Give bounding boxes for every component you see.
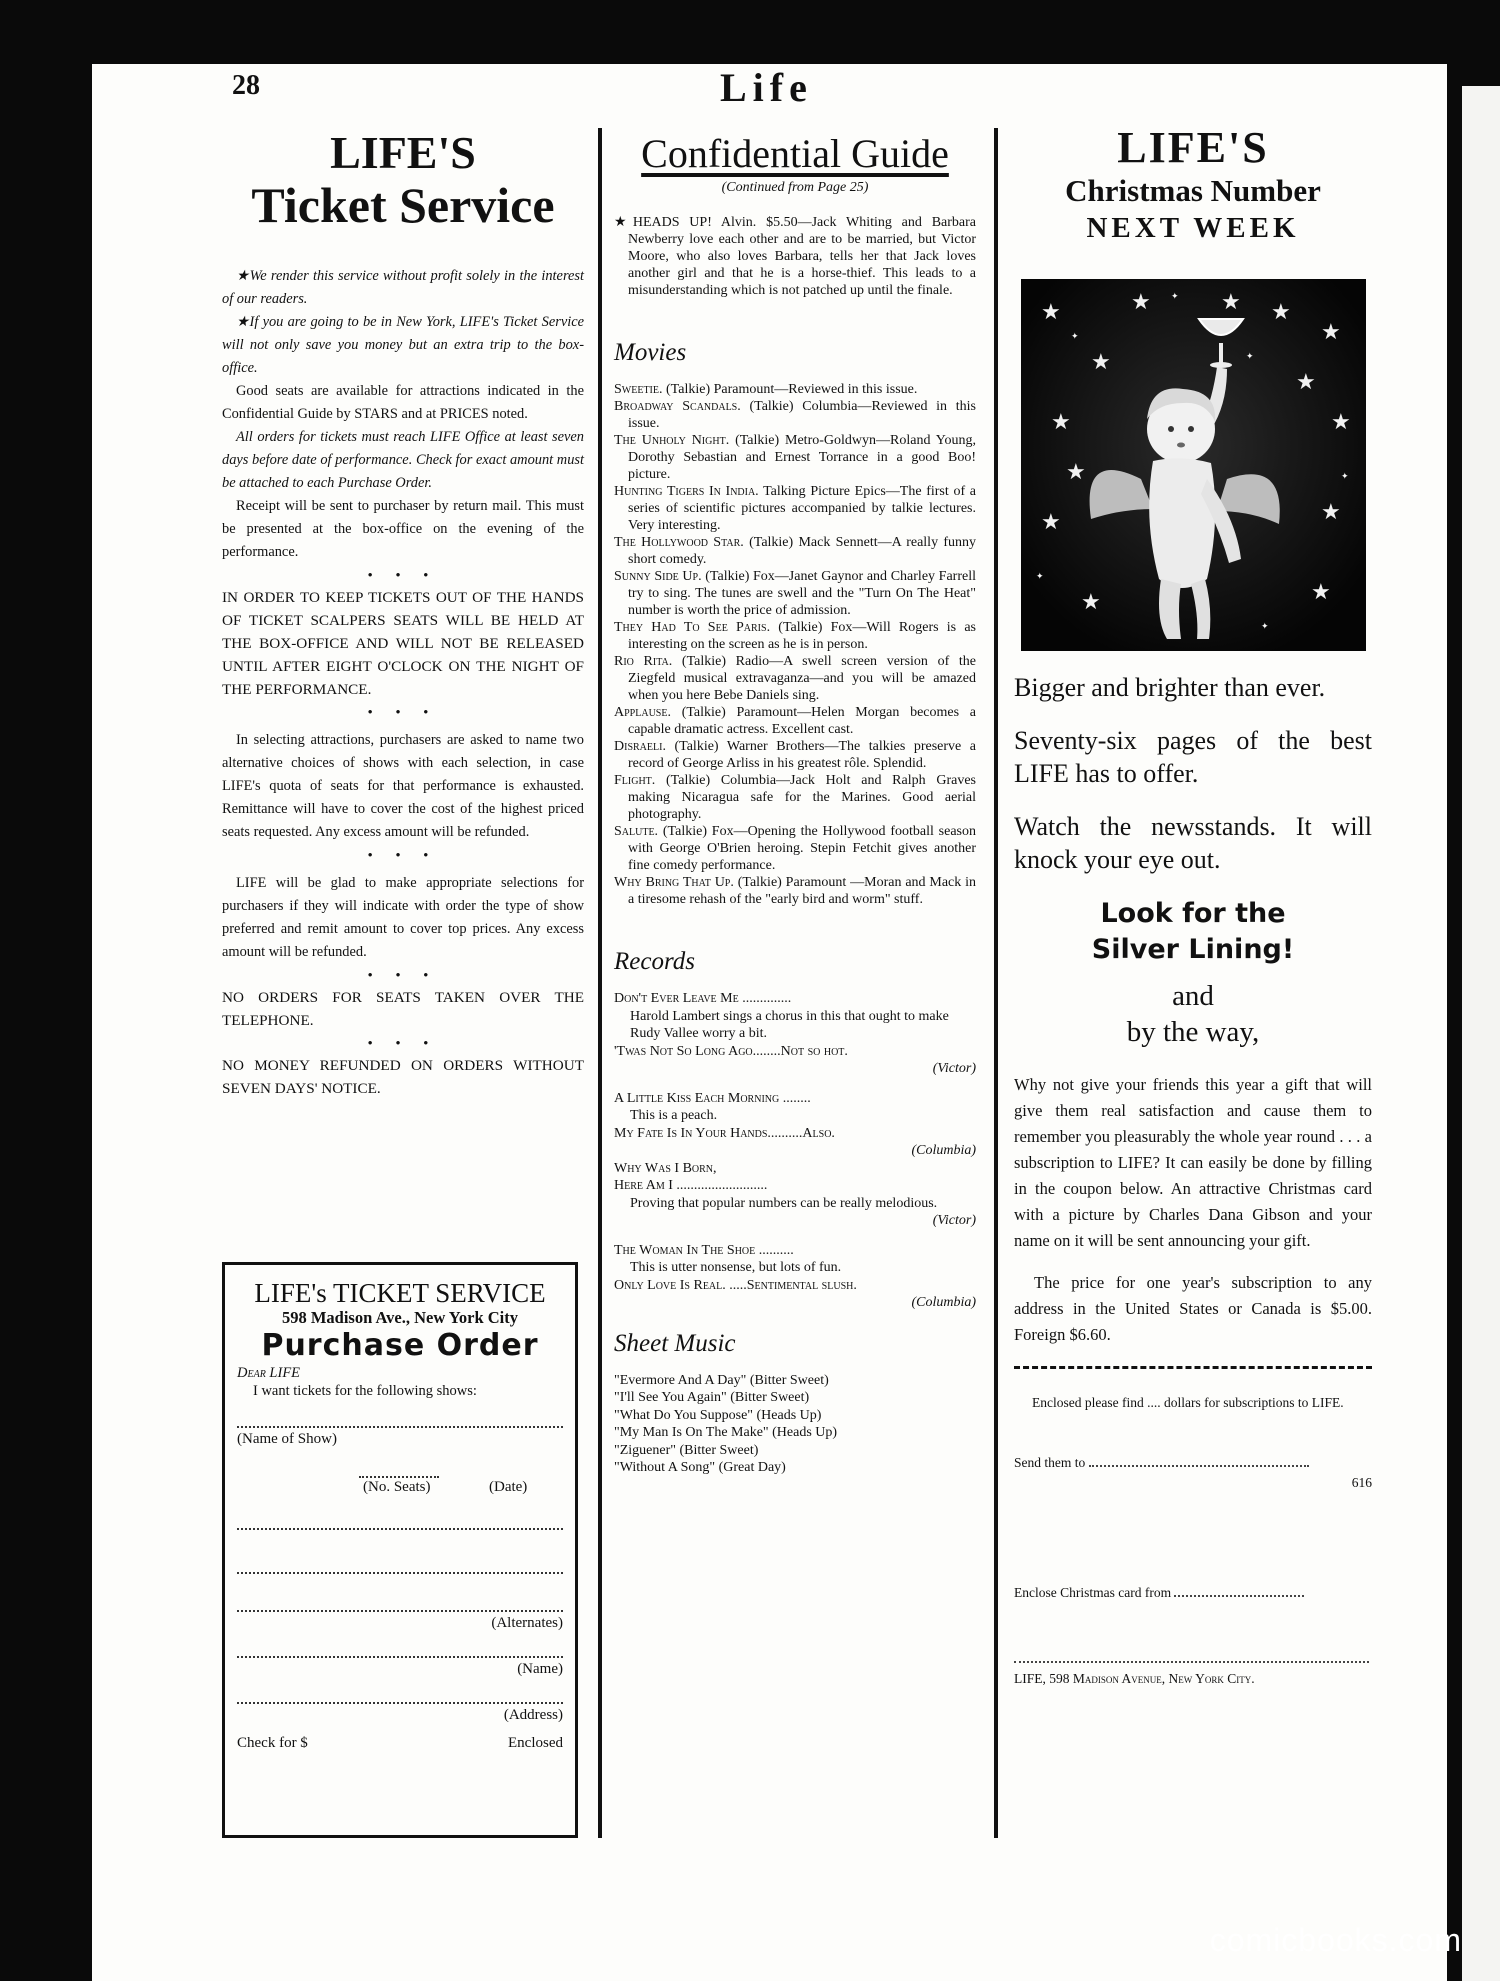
christmas-para-3: Watch the newsstands. It will knock your eye out. xyxy=(1014,812,1372,875)
confidential-guide-column xyxy=(614,128,976,1477)
name-field[interactable] xyxy=(237,1634,563,1658)
sheet-music-entry: "I'll See You Again" (Bitter Sweet) xyxy=(614,1390,810,1405)
movie-entry xyxy=(614,568,976,619)
record-label: (Columbia) xyxy=(911,1143,976,1158)
separator: • • • xyxy=(367,967,439,983)
address-field[interactable] xyxy=(237,1680,563,1704)
record-title: A Little Kiss Each Morning ........ xyxy=(614,1090,811,1106)
svg-text:★: ★ xyxy=(1040,300,1061,326)
continued-note: (Continued from Page 25) xyxy=(721,180,869,195)
record-label: (Columbia) xyxy=(911,1295,976,1310)
address-label: (Address) xyxy=(503,1707,563,1724)
coupon-send-to-row xyxy=(1014,1453,1372,1473)
movie-entry xyxy=(614,653,976,704)
coupon-enclosed: Enclosed please find .... dollars for subscriptions to LIFE. xyxy=(1032,1395,1344,1411)
watermark: comicbooks.com xyxy=(1209,1922,1462,1958)
masthead: Life xyxy=(720,65,813,110)
alternate-field-2[interactable] xyxy=(237,1530,563,1574)
movie-entry xyxy=(614,398,976,432)
record-label: (Victor) xyxy=(932,1213,976,1228)
movies-heading: Movies xyxy=(614,339,687,366)
svg-text:★: ★ xyxy=(1090,350,1111,376)
ticket-para-3: Good seats are available for attractions indicated in the Confidential Guide by STARS and at PRICES noted. xyxy=(222,383,584,423)
alternate-field-1[interactable] xyxy=(237,1494,563,1530)
record-title: Only Love Is Real. .....Sentimental slush. xyxy=(614,1277,857,1293)
record-entry xyxy=(614,1177,976,1230)
card-from-label: Enclose Christmas card from xyxy=(1014,1585,1172,1601)
purchase-order-form xyxy=(222,1262,578,1838)
sheet-music-entry: "Ziguener" (Bitter Sweet) xyxy=(614,1442,759,1458)
no-seats-field[interactable] xyxy=(359,1450,439,1478)
record-entry xyxy=(614,1090,976,1125)
ticket-para-10: NO MONEY REFUNDED ON ORDERS WITHOUT SEVEN DAYS' NOTICE. xyxy=(222,1057,584,1098)
movie-title: Sunny Side Up. xyxy=(614,569,702,584)
ticket-title-line1: LIFE'S xyxy=(330,127,476,178)
svg-text:★: ★ xyxy=(1310,580,1331,606)
svg-text:★: ★ xyxy=(1320,500,1341,526)
separator: • • • xyxy=(367,1035,439,1051)
movie-detail: (Talkie) Fox—Janet Gaynor and Charley Farrell try to sing. The tunes are swell and the "Turn On The Heat" number is worth the price of admission. xyxy=(628,569,976,618)
movie-entry xyxy=(614,704,976,738)
enclosed-label: Enclosed xyxy=(508,1735,563,1752)
send-them-to-label: Send them to xyxy=(1014,1455,1086,1471)
name-label: (Name) xyxy=(517,1661,563,1678)
record-title: 'Twas Not So Long Ago........Not so hot. xyxy=(614,1043,848,1059)
movie-detail: (Talkie) Paramount —Moran and Mack in a tiresome rehash of the "early bird and worm" stuff. xyxy=(628,875,976,907)
svg-text:★: ★ xyxy=(1330,410,1351,436)
heads-up-entry xyxy=(614,214,976,299)
separator: • • • xyxy=(367,704,439,720)
separator: • • • xyxy=(367,567,439,583)
coupon-cut-line xyxy=(1014,1366,1372,1369)
record-note: This is utter nonsense, but lots of fun. xyxy=(630,1260,842,1275)
records-heading: Records xyxy=(614,948,695,975)
movie-title: Applause. xyxy=(614,705,671,720)
record-entry xyxy=(614,1242,976,1277)
purchase-order-heading: Purchase Order xyxy=(261,1328,539,1364)
movies-list xyxy=(614,381,976,908)
column-rule-1 xyxy=(598,128,602,1838)
movie-title: Flight. xyxy=(614,773,656,788)
order-form-title: LIFE's TICKET SERVICE xyxy=(254,1278,546,1308)
order-intro: I want tickets for the following shows: xyxy=(253,1383,477,1400)
send-to-field[interactable] xyxy=(1089,1465,1309,1467)
show-name-field[interactable] xyxy=(237,1400,563,1428)
svg-text:✦: ✦ xyxy=(1035,572,1044,583)
svg-text:★: ★ xyxy=(1270,300,1291,326)
ticket-title-line2: Ticket Service xyxy=(251,176,555,233)
movie-detail: (Talkie) Warner Brothers—The talkies preserve a record of George Arliss in his greatest rôle. Splendid. xyxy=(628,739,976,771)
ticket-para-1: ★We render this service without profit solely in the interest of our readers. xyxy=(222,268,584,308)
christmas-title-line1: LIFE'S xyxy=(1117,123,1269,172)
svg-text:★: ★ xyxy=(1220,290,1241,316)
svg-text:✦: ✦ xyxy=(1170,292,1179,303)
movie-entry xyxy=(614,874,976,908)
christmas-title-line2: Christmas Number xyxy=(1065,173,1321,209)
movie-detail: (Talkie) Paramount—Reviewed in this issue. xyxy=(666,382,918,397)
order-form-address: 598 Madison Ave., New York City xyxy=(281,1308,519,1328)
ticket-para-4: All orders for tickets must reach LIFE Office at least seven days before date of performance. Check for exact amount must be attached to each Purchase Order. xyxy=(222,429,584,492)
movie-entry xyxy=(614,772,976,823)
movie-detail: (Talkie) Paramount—Helen Morgan becomes a capable dramatic actress. Excellent cast. xyxy=(628,705,977,737)
coupon-blank-row xyxy=(1014,1649,1372,1669)
page-number: 28 xyxy=(232,70,260,101)
movie-entry xyxy=(614,619,976,653)
svg-text:★: ★ xyxy=(1295,370,1316,396)
svg-text:★: ★ xyxy=(1080,590,1101,616)
alternates-label: (Alternates) xyxy=(491,1615,563,1632)
record-title: Don't Ever Leave Me .............. xyxy=(614,991,792,1006)
subscription-pitch: Why not give your friends this year a gift that will give them real satisfaction and cause them to remember you pleasurably the whole year round . . . a subscription to LIFE? It can easily be done by filling in the coupon below. An attractive Christmas card with a picture by Charles Dana Gibson and your name on it will be sent announcing your gift. xyxy=(1014,1075,1372,1251)
record-entry xyxy=(614,990,976,1043)
movie-title: Disraeli. xyxy=(614,739,666,754)
record-entry xyxy=(614,1160,976,1178)
movie-title: They Had To See Paris. xyxy=(614,620,771,635)
alternate-field-3[interactable] xyxy=(237,1574,563,1612)
sheet-music-entry: "My Man Is On The Make" (Heads Up) xyxy=(614,1425,838,1440)
by-the-way-text: by the way, xyxy=(1126,1016,1260,1049)
subscription-price: The price for one year's subscription to any address in the United States or Canada is $5.00. Foreign $6.60. xyxy=(1014,1273,1372,1345)
movie-title: Broadway Scandals. xyxy=(614,399,741,414)
cherub-illustration xyxy=(1021,279,1366,651)
name-of-show-label: (Name of Show) xyxy=(237,1431,337,1448)
order-salutation: Dear LIFE xyxy=(237,1365,301,1382)
svg-text:✦: ✦ xyxy=(1245,352,1254,363)
record-title: Here Am I .......................... xyxy=(614,1178,768,1193)
movie-detail: (Talkie) Mack Sennett—A really funny short comedy. xyxy=(628,535,977,567)
christmas-para-1: Bigger and brighter than ever. xyxy=(1014,673,1326,703)
svg-text:★: ★ xyxy=(1130,290,1151,316)
extra-field[interactable] xyxy=(1014,1661,1369,1663)
column-rule-2 xyxy=(994,128,998,1838)
movie-entry xyxy=(614,381,976,398)
christmas-para-2: Seventy-six pages of the best LIFE has to offer. xyxy=(1014,726,1372,789)
movie-title: Salute. xyxy=(614,824,659,839)
movie-title: Rio Rita. xyxy=(614,654,673,669)
movie-entry xyxy=(614,534,976,568)
silver-lining-line1: Look for the xyxy=(1100,898,1286,930)
date-label: (Date) xyxy=(489,1479,528,1496)
check-for-label: Check for $ xyxy=(237,1735,308,1752)
svg-text:★: ★ xyxy=(1050,410,1071,436)
movie-title: Hunting Tigers In India. xyxy=(614,484,759,499)
and-by-the-way xyxy=(1014,978,1372,1050)
movie-detail: (Talkie) Fox—Will Rogers is as interesting on the screen as he is in person. xyxy=(628,620,976,652)
record-title: My Fate Is In Your Hands..........Also. xyxy=(614,1125,835,1141)
entry-name: ★HEADS UP! xyxy=(614,215,712,230)
christmas-column xyxy=(1014,123,1372,1689)
movie-detail: Talking Picture Epics—The first of a series of scientific pictures accompanied by talkie lectures. Very interesting. xyxy=(628,484,976,533)
ticket-para-2: ★If you are going to be in New York, LIFE's Ticket Service will not only save you money but an extra trip to the box-office. xyxy=(222,314,584,377)
sheet-music-entry: "What Do You Suppose" (Heads Up) xyxy=(614,1407,822,1423)
movie-detail: (Talkie) Metro-Goldwyn—Roland Young, Dorothy Sebastian and Ernest Torrance in a good Boo! picture. xyxy=(628,433,976,482)
ticket-para-5: Receipt will be sent to purchaser by return mail. This must be presented at the box-office on the evening of the performance. xyxy=(222,498,584,561)
and-text: and xyxy=(1172,980,1214,1013)
christmas-title-line3: NEXT WEEK xyxy=(1086,211,1300,244)
coupon-card-row xyxy=(1014,1583,1372,1603)
sheet-music-list xyxy=(614,1372,976,1477)
movie-detail: (Talkie) Columbia—Reviewed in this issue. xyxy=(628,399,976,431)
ticket-para-6: IN ORDER TO KEEP TICKETS OUT OF THE HANDS OF TICKET SCALPERS SEATS WILL BE HELD AT THE BOX-OFFICE AND WILL NOT BE RELEASED UNTIL AFTER EIGHT O'CLOCK ON THE NIGHT OF THE PERFORMANCE. xyxy=(222,589,584,699)
movie-entry xyxy=(614,738,976,772)
sheet-music-heading: Sheet Music xyxy=(614,1329,736,1357)
movie-entry xyxy=(614,823,976,874)
record-entry xyxy=(614,1277,976,1312)
next-page-edge xyxy=(1462,86,1500,1981)
ticket-para-8: LIFE will be glad to make appropriate selections for purchasers if they will indicate with order the type of show preferred and remit amount to cover top prices. Any excess amount will be refunded. xyxy=(222,875,584,961)
svg-text:★: ★ xyxy=(1065,460,1086,486)
movie-title: Sweetie. xyxy=(614,382,663,397)
record-title: Why Was I Born, xyxy=(614,1160,717,1176)
movie-detail: (Talkie) Columbia—Jack Holt and Ralph Graves making Nicaragua safe for the Marines. Good aerial photography. xyxy=(628,773,976,822)
record-note: This is a peach. xyxy=(630,1108,718,1123)
movie-entry xyxy=(614,483,976,534)
confidential-guide-title: Confidential Guide xyxy=(641,131,949,176)
movie-title: The Hollywood Star. xyxy=(614,535,744,550)
record-label: (Victor) xyxy=(932,1061,976,1076)
movie-detail: (Talkie) Radio—A swell screen version of the Ziegfeld musical extravaganza—and you will be amazed when you here Bebe Daniels sing. xyxy=(628,654,976,703)
no-seats-label: (No. Seats) xyxy=(363,1479,431,1496)
movie-entry xyxy=(614,432,976,483)
silver-lining-line2: Silver Lining! xyxy=(1091,934,1295,966)
card-from-field[interactable] xyxy=(1174,1595,1304,1597)
ticket-service-column xyxy=(222,127,584,1752)
svg-text:★: ★ xyxy=(1040,510,1061,536)
record-note: Proving that popular numbers can be really melodious. xyxy=(630,1195,938,1211)
movie-title: The Unholy Night. xyxy=(614,433,730,448)
svg-text:✦: ✦ xyxy=(1340,472,1349,483)
movie-title: Why Bring That Up. xyxy=(614,875,734,890)
ticket-para-9: NO ORDERS FOR SEATS TAKEN OVER THE TELEPHONE. xyxy=(222,989,584,1030)
records-list xyxy=(614,990,976,1312)
record-title: The Woman In The Shoe .......... xyxy=(614,1242,794,1258)
record-entry xyxy=(614,1043,976,1078)
svg-text:✦: ✦ xyxy=(1260,622,1269,633)
movie-detail: (Talkie) Fox—Opening the Hollywood football season with George O'Brien heroing. Stepin Fetchit gives another fine comedy performance. xyxy=(628,824,977,873)
sheet-music-entry: "Evermore And A Day" (Bitter Sweet) xyxy=(614,1372,829,1388)
sheet-music-entry: "Without A Song" (Great Day) xyxy=(614,1460,786,1475)
coupon-address: LIFE, 598 Madison Avenue, New York City. xyxy=(1014,1671,1255,1687)
record-entry xyxy=(614,1125,976,1160)
record-note: Harold Lambert sings a chorus in this that ought to make Rudy Vallee worry a bit. xyxy=(630,1008,949,1041)
coupon-number: 616 xyxy=(1351,1475,1372,1491)
svg-text:★: ★ xyxy=(1320,320,1341,346)
entry-detail: Alvin. $5.50—Jack Whiting and Barbara Newberry love each other and are to be married, but Victor Moore, who also loves Barbara, tells her that Jack loves another girl and that he is a horse-thief. This leads to a misunderstanding which is not patched up until the finale. xyxy=(628,215,976,298)
svg-text:✦: ✦ xyxy=(1070,332,1079,343)
separator: • • • xyxy=(367,847,439,863)
ticket-para-7: In selecting attractions, purchasers are asked to name two alternative choices of shows with each selection, in case LIFE's quota of seats for that performance is exhausted. Remittance will have to cover the cost of the highest priced seats requested. Any excess amount will be refunded. xyxy=(222,732,584,841)
